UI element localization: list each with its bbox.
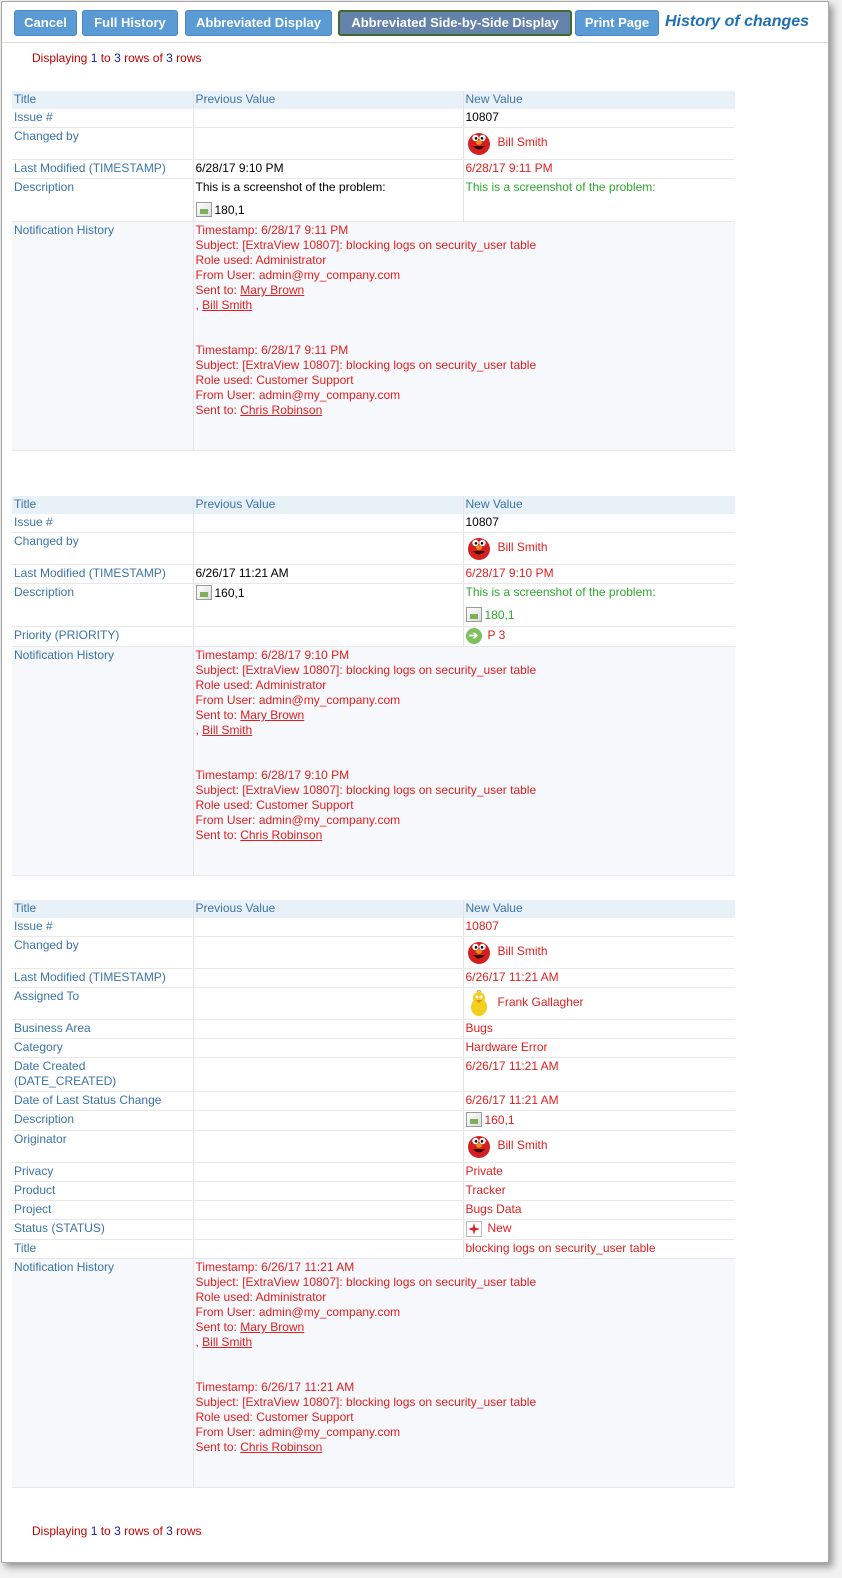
table-row [12,533,735,565]
description-text: This is a screenshot of the problem: [465,585,656,599]
new-value: 10807 [463,109,735,128]
field-label: Last Modified (TIMESTAMP) [12,160,193,179]
table-row [12,988,735,1020]
previous-value [193,1182,463,1201]
paging-suffix: rows [172,51,202,65]
paging-status-bottom [32,1524,201,1538]
previous-value [193,627,463,647]
user-name: Bill Smith [497,135,548,149]
field-label: Product [12,1182,193,1201]
previous-value [193,918,463,937]
new-value [463,937,735,969]
new-value: blocking logs on security_user table [463,1240,735,1259]
table-row [12,1039,735,1058]
previous-value [193,1058,463,1092]
priority-value: P 3 [487,628,506,643]
notification-entry [196,343,734,418]
image-size: 160,1 [484,1113,515,1127]
table-row [12,584,735,627]
paging-total: 3 [166,1524,173,1538]
previous-value [193,109,463,128]
recipient-link[interactable]: Chris Robinson [240,1440,323,1454]
recipient-link[interactable]: Chris Robinson [240,828,323,842]
broken-image-icon [196,202,212,217]
previous-value [193,128,463,160]
new-value: 6/26/17 11:21 AM [463,1092,735,1111]
sent-to-label: Sent to: [195,403,241,417]
paging-status-top [32,51,201,65]
notification-entry [196,1260,734,1350]
table-row [12,514,735,533]
paging-to: 3 [114,51,121,65]
previous-value [193,179,463,222]
notification-timestamp: Timestamp: 6/26/17 11:21 AM [195,1260,355,1274]
history-table [12,91,735,451]
field-label: Issue # [12,918,193,937]
table-header [12,900,735,918]
abbreviated-display-button[interactable]: Abbreviated Display [185,10,332,36]
recipient-link[interactable]: Bill Smith [202,298,253,312]
new-value [463,533,735,565]
toolbar-divider [2,42,828,43]
broken-image-icon [466,1112,482,1127]
recipient-separator: , [195,1335,203,1349]
table-header [12,91,735,109]
previous-value [193,1240,463,1259]
user-name: Bill Smith [497,1138,548,1152]
new-value: 6/26/17 11:21 AM [463,969,735,988]
paging-prefix: Displaying [32,1524,91,1538]
paging-prefix: Displaying [32,51,91,65]
sent-to-label: Sent to: [195,708,241,722]
abbreviated-side-by-side-button[interactable]: Abbreviated Side-by-Side Display [338,10,572,36]
notification-role: Role used: Customer Support [195,1410,354,1424]
paging-suffix: rows [172,1524,202,1538]
previous-value [193,1039,463,1058]
user-avatar-icon [466,535,492,561]
previous-value [193,1131,463,1163]
column-previous: Previous Value [193,496,463,514]
paging-to-word: to [97,51,115,65]
previous-value: 6/28/17 9:10 PM [193,160,463,179]
print-page-button[interactable]: Print Page [575,10,659,36]
column-previous: Previous Value [193,900,463,918]
new-value: Bugs Data [463,1201,735,1220]
previous-value [193,969,463,988]
notification-subject: Subject: [ExtraView 10807]: blocking logs on security_user table [195,358,537,372]
column-previous: Previous Value [193,91,463,109]
sent-to-label: Sent to: [195,1320,241,1334]
column-new: New Value [463,496,735,514]
field-label: Project [12,1201,193,1220]
broken-image-icon [196,585,212,600]
recipient-link[interactable]: Bill Smith [202,1335,253,1349]
previous-value [193,1020,463,1039]
toolbar [2,2,828,40]
notification-timestamp: Timestamp: 6/28/17 9:10 PM [195,768,350,782]
paging-to: 3 [114,1524,121,1538]
field-label: Changed by [12,937,193,969]
new-value: 6/26/17 11:21 AM [463,1058,735,1092]
field-label: Title [12,1240,193,1259]
field-label: Status (STATUS) [12,1220,193,1240]
new-value: 10807 [463,918,735,937]
table-row [12,1201,735,1220]
field-label: Last Modified (TIMESTAMP) [12,969,193,988]
history-table [12,900,735,1488]
page-title: History of changes [665,13,810,30]
notification-from: From User: admin@my_company.com [195,813,401,827]
previous-value [193,988,463,1020]
notification-history [193,222,735,451]
recipient-separator: , [195,723,203,737]
new-value [463,988,735,1020]
recipient-link[interactable]: Bill Smith [202,723,253,737]
table-row [12,1020,735,1039]
notification-role: Role used: Administrator [195,678,327,692]
field-label: Changed by [12,533,193,565]
paging-from: 1 [90,51,98,65]
new-value [463,1220,735,1240]
previous-value: 6/26/17 11:21 AM [193,565,463,584]
user-name: Frank Gallagher [497,995,584,1009]
notification-timestamp: Timestamp: 6/28/17 9:10 PM [195,648,350,662]
notification-from: From User: admin@my_company.com [195,1305,401,1319]
field-label: Privacy [12,1163,193,1182]
notification-from: From User: admin@my_company.com [195,1425,401,1439]
new-value [463,128,735,160]
paging-rows-of: rows of [120,1524,167,1538]
new-value [463,1131,735,1163]
recipient-link[interactable]: Mary Brown [240,283,305,297]
recipient-link[interactable]: Chris Robinson [240,403,323,417]
notification-subject: Subject: [ExtraView 10807]: blocking logs on security_user table [195,663,537,677]
table-row [12,565,735,584]
previous-value [193,533,463,565]
field-label: Category [12,1039,193,1058]
description-text: This is a screenshot of the problem: [195,180,386,194]
notification-entry [196,1380,734,1455]
previous-value [193,1201,463,1220]
table-row [12,222,735,451]
field-label: Description [12,179,193,222]
table-row [12,1259,735,1488]
image-size: 180,1 [214,203,245,217]
field-label: Notification History [12,647,193,876]
new-value: Tracker [463,1182,735,1201]
status-new-icon [466,1221,482,1237]
recipient-separator: , [195,298,203,312]
recipient-link[interactable]: Mary Brown [240,1320,305,1334]
field-label: Business Area [12,1020,193,1039]
notification-from: From User: admin@my_company.com [195,268,401,282]
notification-subject: Subject: [ExtraView 10807]: blocking logs on security_user table [195,238,537,252]
notification-history [193,647,735,876]
sent-to-label: Sent to: [195,283,241,297]
cancel-button[interactable]: Cancel [14,10,77,36]
previous-value [193,937,463,969]
column-title: Title [12,900,193,918]
image-size: 180,1 [484,608,515,622]
user-name: Bill Smith [497,540,548,554]
sent-to-label: Sent to: [195,1440,241,1454]
field-label: Assigned To [12,988,193,1020]
notification-timestamp: Timestamp: 6/26/17 11:21 AM [195,1380,355,1394]
notification-timestamp: Timestamp: 6/28/17 9:11 PM [195,343,349,357]
status-value: New [487,1221,512,1236]
new-value: 6/28/17 9:11 PM [463,160,735,179]
notification-role: Role used: Administrator [195,253,327,267]
new-value: 6/28/17 9:10 PM [463,565,735,584]
full-history-button[interactable]: Full History [82,10,178,36]
table-row [12,1111,735,1131]
new-value: This is a screenshot of the problem: [463,179,735,222]
field-label: Notification History [12,222,193,451]
table-row [12,647,735,876]
table-row [12,918,735,937]
paging-rows-of: rows of [120,51,167,65]
new-value: Bugs [463,1020,735,1039]
notification-subject: Subject: [ExtraView 10807]: blocking logs on security_user table [195,1395,537,1409]
notification-history [193,1259,735,1488]
notification-role: Role used: Customer Support [195,373,354,387]
notification-role: Role used: Administrator [195,1290,327,1304]
previous-value [193,1092,463,1111]
field-label: Last Modified (TIMESTAMP) [12,565,193,584]
table-row [12,1092,735,1111]
previous-value [193,514,463,533]
new-value [463,584,735,627]
previous-value [193,1163,463,1182]
field-label: Date of Last Status Change [12,1092,193,1111]
table-row [12,1163,735,1182]
table-row [12,179,735,222]
table-row [12,937,735,969]
paging-to-word: to [97,1524,115,1538]
sent-to-label: Sent to: [195,828,241,842]
new-value: Private [463,1163,735,1182]
column-title: Title [12,496,193,514]
table-row [12,1240,735,1259]
user-avatar-icon [466,130,492,156]
table-row [12,627,735,647]
history-window [1,1,829,1563]
paging-total: 3 [166,51,173,65]
column-new: New Value [463,91,735,109]
table-row [12,1182,735,1201]
field-label: Priority (PRIORITY) [12,627,193,647]
column-new: New Value [463,900,735,918]
priority-arrow-icon: ➔ [466,628,482,644]
user-avatar-icon [466,1133,492,1159]
user-avatar-icon [466,939,492,965]
history-table [12,496,735,876]
field-label: Changed by [12,128,193,160]
image-size: 160,1 [214,586,245,600]
field-label: Notification History [12,1259,193,1488]
table-row [12,128,735,160]
field-label: Issue # [12,514,193,533]
notification-subject: Subject: [ExtraView 10807]: blocking logs on security_user table [195,783,537,797]
user-name: Bill Smith [497,944,548,958]
table-row [12,109,735,128]
table-row [12,1058,735,1092]
new-value [463,1111,735,1131]
notification-timestamp: Timestamp: 6/28/17 9:11 PM [195,223,349,237]
notification-entry [196,223,734,313]
field-label: Issue # [12,109,193,128]
previous-value [193,1111,463,1131]
notification-subject: Subject: [ExtraView 10807]: blocking logs on security_user table [195,1275,537,1289]
field-label: Date Created (DATE_CREATED) [12,1058,193,1092]
field-label: Originator [12,1131,193,1163]
table-row [12,1220,735,1240]
table-row [12,1131,735,1163]
notification-from: From User: admin@my_company.com [195,388,401,402]
notification-role: Role used: Customer Support [195,798,354,812]
paging-from: 1 [90,1524,98,1538]
new-value: 10807 [463,514,735,533]
notification-entry [196,768,734,843]
table-header [12,496,735,514]
field-label: Description [12,1111,193,1131]
previous-value [193,584,463,627]
previous-value [193,1220,463,1240]
user-avatar-icon [466,990,492,1016]
field-label: Description [12,584,193,627]
broken-image-icon [466,607,482,622]
column-title: Title [12,91,193,109]
new-value [463,627,735,647]
recipient-link[interactable]: Mary Brown [240,708,305,722]
notification-entry [196,648,734,738]
notification-from: From User: admin@my_company.com [195,693,401,707]
table-row [12,160,735,179]
table-row [12,969,735,988]
new-value: Hardware Error [463,1039,735,1058]
